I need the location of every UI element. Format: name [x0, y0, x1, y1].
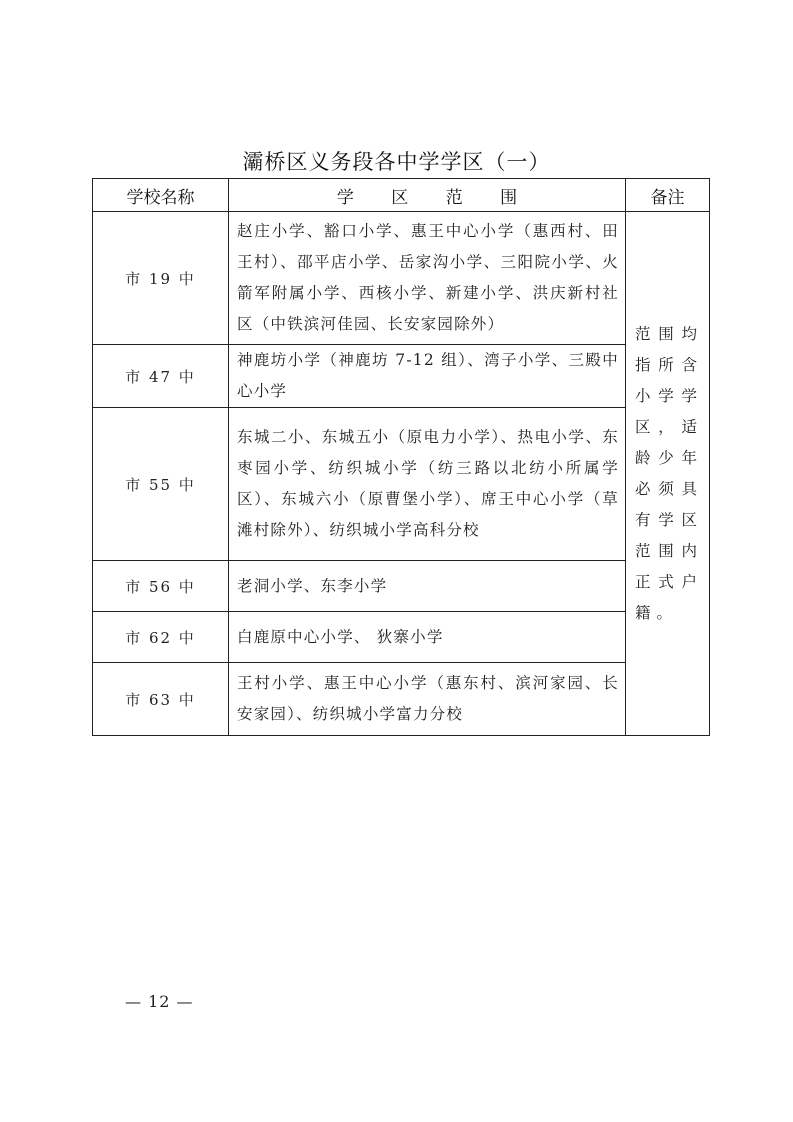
district-range-cell: 东城二小、东城五小（原电力小学）、热电小学、东枣园小学、纺织城小学（纺三路以北纺小所属学区）、东城六小（原曹堡小学）、席王中心小学（草滩村除外）、纺织城小学高科分校: [229, 408, 626, 561]
district-range-cell: 神鹿坊小学（神鹿坊 7-12 组）、湾子小学、三殿中心小学: [229, 345, 626, 408]
district-range-cell: 赵庄小学、豁口小学、惠王中心小学（惠西村、田王村）、邵平店小学、岳家沟小学、三阳院小学、火箭军附属小学、西核小学、新建小学、洪庆新村社区（中铁滨河佳园、长安家园除外）: [229, 212, 626, 345]
table-row: [93, 345, 710, 408]
header-district-range: [229, 179, 626, 212]
school-name-cell: 市 47 中: [93, 345, 229, 408]
district-range-cell: 白鹿原中心小学、 狄寨小学: [229, 612, 626, 663]
table-row: [93, 612, 710, 663]
table-header-row: [93, 179, 710, 212]
note-cell: 范围均指所含小学学区，适龄少年必须具有学区范围内正式户籍。: [626, 212, 710, 736]
school-name-cell: 市 56 中: [93, 561, 229, 612]
school-name-cell: 市 62 中: [93, 612, 229, 663]
table-row: [93, 408, 710, 561]
table-row: [93, 663, 710, 736]
district-range-cell: 王村小学、惠王中心小学（惠东村、滨河家园、长安家园）、纺织城小学富力分校: [229, 663, 626, 736]
district-range-cell: 老洞小学、东李小学: [229, 561, 626, 612]
page-number: — 12 —: [125, 992, 194, 1011]
school-district-table: [92, 178, 710, 736]
header-school-name: 学校名称: [93, 179, 229, 212]
header-district-range-text: 学 区 范 围: [336, 187, 534, 208]
table-row: [93, 212, 710, 345]
school-name-cell: 市 63 中: [93, 663, 229, 736]
page-title: 灞桥区义务段各中学学区（一）: [242, 150, 551, 174]
school-name-cell: 市 55 中: [93, 408, 229, 561]
school-name-cell: 市 19 中: [93, 212, 229, 345]
table-row: [93, 561, 710, 612]
header-note: 备注: [626, 179, 710, 212]
